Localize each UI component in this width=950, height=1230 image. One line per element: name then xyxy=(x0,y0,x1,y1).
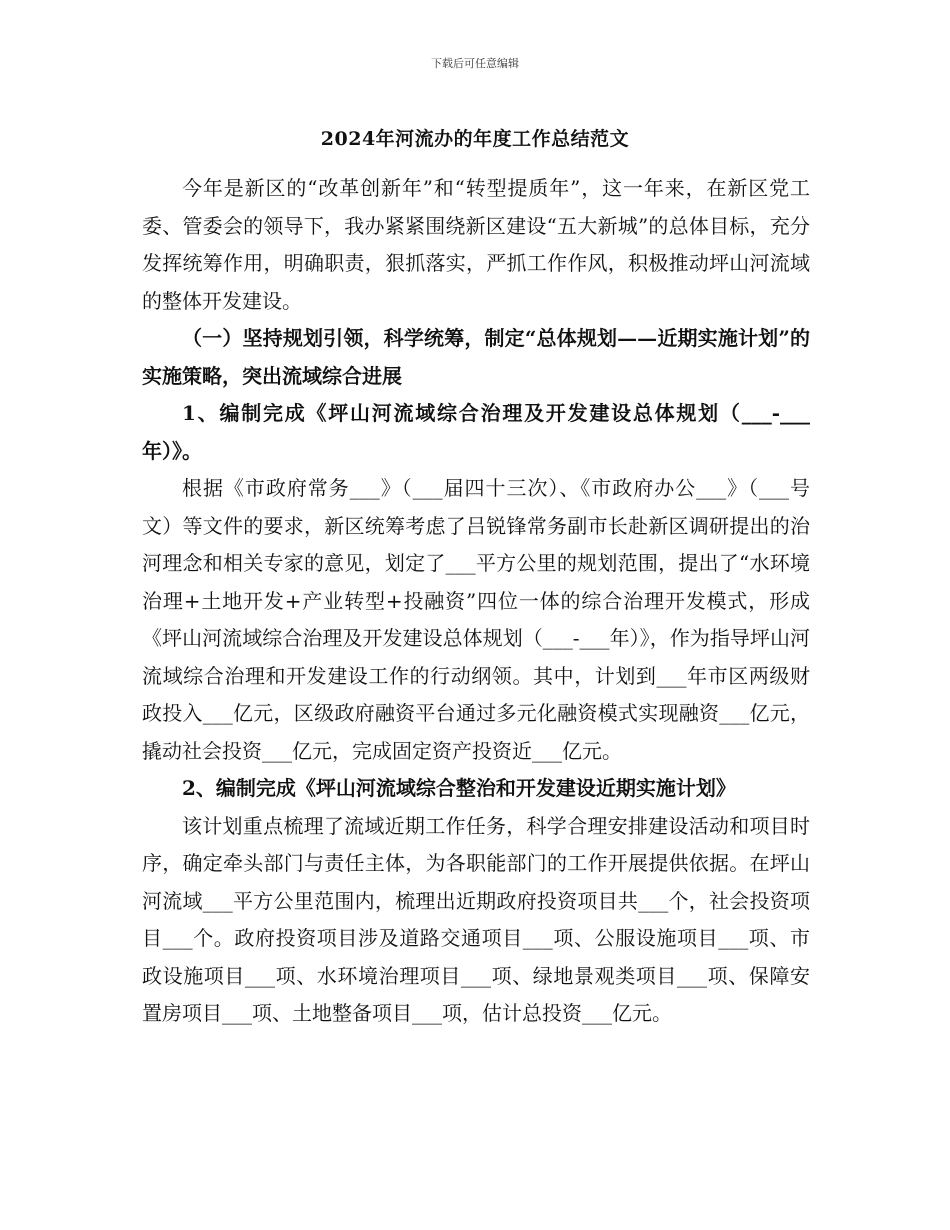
section-heading-1: （一）坚持规划引领，科学统筹，制定“总体规划——近期实施计划”的实施策略，突出流域综合进展 xyxy=(142,326,810,388)
paragraph-intro: 今年是新区的“改革创新年”和“转型提质年”，这一年来，在新区党工委、管委会的领导下，我办紧紧围绕新区建设“五大新城”的总体目标，充分发挥统筹作用，明确职责，狠抓落实，严抓工作作风，积极推动坪山河流域的整体开发建设。 xyxy=(142,176,810,313)
document-title: 2024年河流办的年度工作总结范文 xyxy=(320,128,630,150)
subheading-1: 1、编制完成《坪山河流域综合治理及开发建设总体规划（___-___年）》。 xyxy=(142,401,810,463)
header-note: 下载后可任意编辑 xyxy=(431,57,519,70)
paragraph-implementation: 该计划重点梳理了流域近期工作任务，科学合理安排建设活动和项目时序，确定牵头部门与责任主体，为各职能部门的工作开展提供依据。在坪山河流域___平方公里范围内，梳理出近期政府投资项目共___个，社会投资项目___个。政府投资项目涉及道路交通项目___项、公服设施项目___项、市政设施项目___项、水环境治理项目___项、绿地景观类项目___项、保障安置房项目___项、土地整备项目___项，估计总投资___亿元。 xyxy=(142,813,810,1025)
document-body xyxy=(142,170,810,1033)
paragraph-plan: 根据《市政府常务___》（___届四十三次）、《市政府办公___》（___号文）等文件的要求，新区统筹考虑了吕锐锋常务副市长赴新区调研提出的治河理念和相关专家的意见，划定了___平方公里的规划范围，提出了“水环境治理+土地开发+产业转型+投融资”四位一体的综合治理开发模式，形成《坪山河流域综合治理及开发建设总体规划（___-___年）》，作为指导坪山河流域综合治理和开发建设工作的行动纲领。其中，计划到___年市区两级财政投入___亿元，区级政府融资平台通过多元化融资模式实现融资___亿元，撬动社会投资___亿元，完成固定资产投资近___亿元。 xyxy=(142,476,810,763)
subheading-2: 2、编制完成《坪山河流域综合整治和开发建设近期实施计划》 xyxy=(182,776,736,800)
